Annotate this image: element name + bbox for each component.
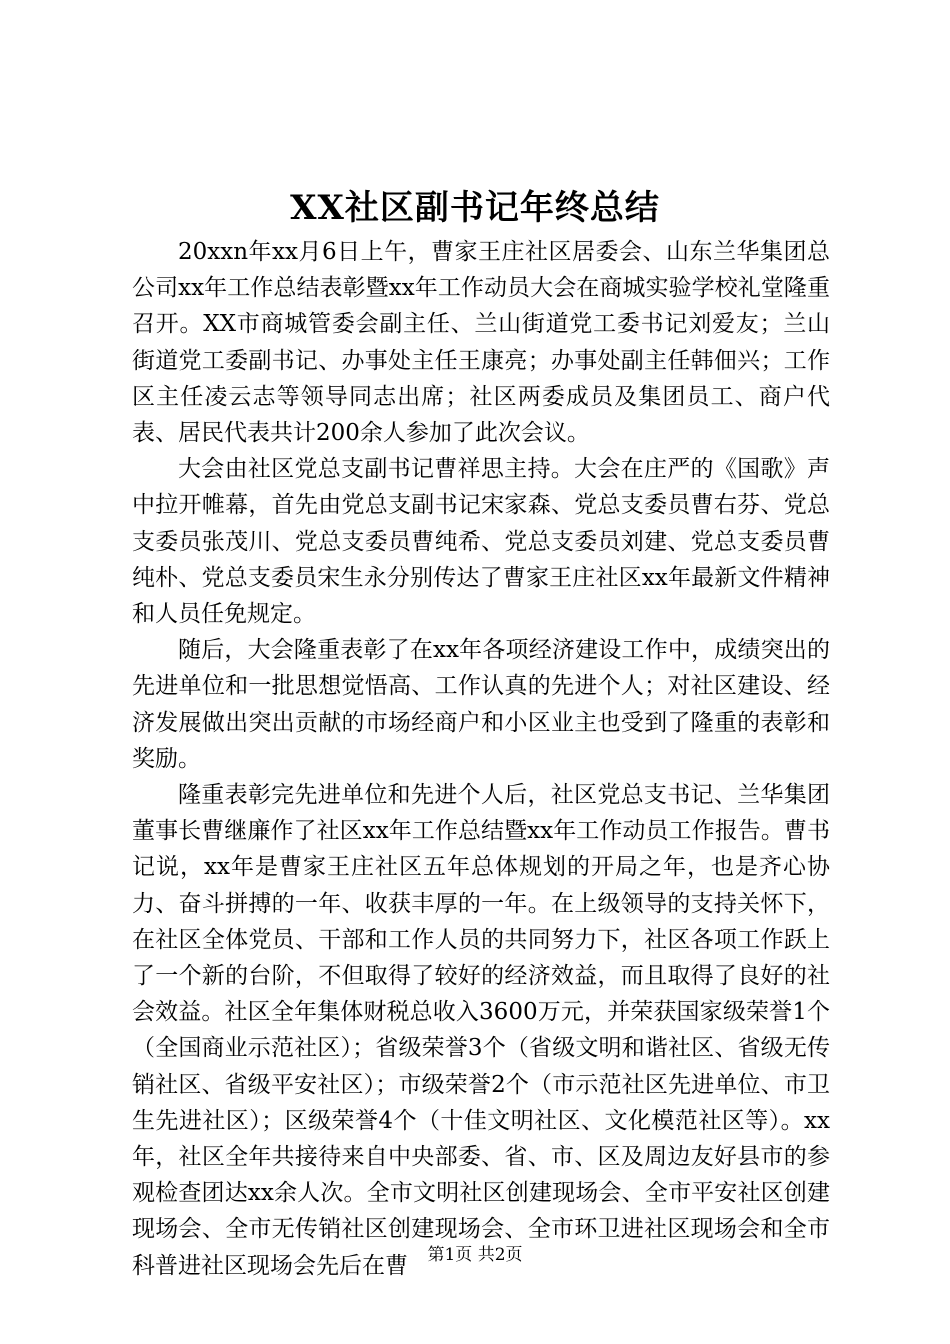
- paragraph: 随后，大会隆重表彰了在xx年各项经济建设工作中，成绩突出的先进单位和一批思想觉悟高、工作认真的先进个人；对社区建设、经济发展做出突出贡献的市场经商户和小区业主也受到了隆重的表彰和奖励。: [132, 637, 830, 772]
- document-title: XX社区副书记年终总结: [290, 188, 660, 228]
- paragraph: 隆重表彰完先进单位和先进个人后，社区党总支书记、兰华集团董事长曹继廉作了社区xx年工作总结暨xx年工作动员工作报告。曹书记说，xx年是曹家王庄社区五年总体规划的开局之年，也是齐心协力、奋斗拼搏的一年、收获丰厚的一年。在上级领导的支持关怀下，在社区全体党员、干部和工作人员的共同努力下，社区各项工作跃上了一个新的台阶，不但取得了较好的经济效益，而且取得了良好的社会效益。社区全年集体财税总收入3600万元，并荣获国家级荣誉1个（全国商业示范社区）；省级荣誉3个（省级文明和谐社区、省级无传销社区、省级平安社区）；市级荣誉2个（市示范社区先进单位、市卫生先进社区）；区级荣誉4个（十佳文明社区、文化模范社区等）。xx年，社区全年共接待来自中央部委、省、市、区及周边友好县市的参观检查团达xx余人次。全市文明社区创建现场会、全市平安社区创建现场会、全市无传销社区创建现场会、全市环卫进社区现场会和全市科普进社区现场会先后在曹: [132, 782, 830, 1279]
- paragraph: 20xxn年xx月6日上午，曹家王庄社区居委会、山东兰华集团总公司xx年工作总结表彰暨xx年工作动员大会在商城实验学校礼堂隆重召开。XX市商城管委会副主任、兰山街道党工委书记刘爱友；兰山街道党工委副书记、办事处主任王康亮；办事处副主任韩佃兴；工作区主任凌云志等领导同志出席；社区两委成员及集团员工、商户代表、居民代表共计200余人参加了此次会议。: [132, 239, 830, 447]
- document-body: [132, 234, 830, 1284]
- paragraph: 大会由社区党总支副书记曹祥思主持。大会在庄严的《国歌》声中拉开帷幕，首先由党总支副书记宋家森、党总支委员曹右芬、党总支委员张茂川、党总支委员曹纯希、党总支委员刘建、党总支委员曹纯朴、党总支委员宋生永分别传达了曹家王庄社区xx年最新文件精神和人员任免规定。: [132, 456, 830, 628]
- page-number-footer: 第1页 共2页: [427, 1245, 523, 1265]
